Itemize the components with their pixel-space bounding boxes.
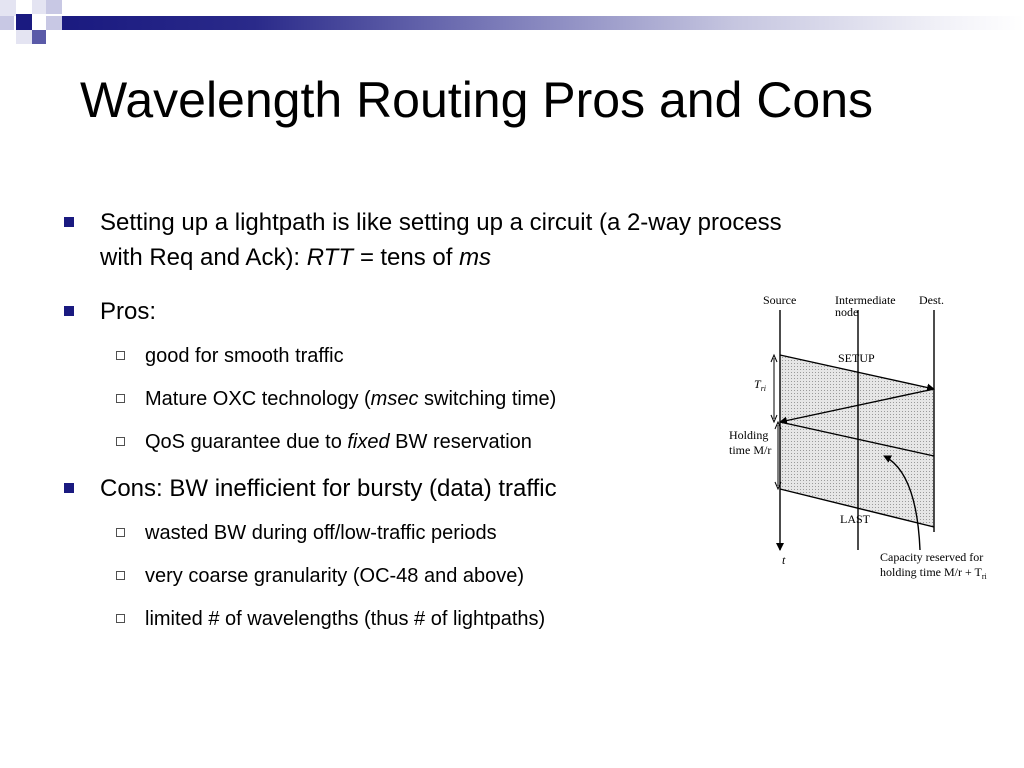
msec-term: msec (370, 388, 419, 410)
bullet-pros (100, 294, 156, 329)
decor-square (46, 16, 62, 30)
rtt-term: RTT (306, 244, 353, 271)
hollow-square-bullet-icon (116, 528, 125, 537)
square-bullet-icon (64, 306, 74, 316)
sub-bullet-wasted-bw (145, 519, 497, 547)
bullet-lightpath-setup (100, 205, 930, 275)
label-last: LAST (840, 512, 870, 526)
sub-bullet-text: good for smooth traffic (145, 345, 344, 367)
decor-square (32, 0, 46, 14)
square-bullet-icon (64, 483, 74, 493)
label-time-axis: t (782, 553, 786, 567)
bullet-text: with Req and Ack): (100, 244, 307, 271)
decor-square (16, 30, 32, 44)
hollow-square-bullet-icon (116, 394, 125, 403)
sub-bullet-text: QoS guarantee due to (145, 431, 348, 453)
sub-bullet-text: wasted BW during off/low-traffic periods (145, 522, 497, 544)
sub-bullet-text: switching time) (418, 388, 557, 410)
sub-bullet-text: very coarse granularity (OC-48 and above) (145, 565, 525, 587)
label-node: node (835, 305, 859, 319)
slide-title: Wavelength Routing Pros and Cons (80, 72, 874, 128)
label-source: Source (763, 293, 797, 307)
hollow-square-bullet-icon (116, 437, 125, 446)
title-gradient-bar (62, 16, 1024, 30)
bullet-text: tens of (380, 244, 460, 271)
hollow-square-bullet-icon (116, 571, 125, 580)
label-capacity-holding: holding time $M/r + T_{ri}$ (880, 565, 987, 581)
square-bullet-icon (64, 217, 74, 227)
equals-sign: = (352, 244, 381, 271)
sub-bullet-smooth-traffic (145, 342, 344, 370)
sub-bullet-text: Mature OXC technology ( (145, 388, 371, 410)
bullet-text: Setting up a lightpath is like setting up a circuit (a 2-way process (100, 209, 782, 236)
hollow-square-bullet-icon (116, 351, 125, 360)
fixed-term: fixed (347, 431, 390, 453)
label-intermediate: Intermediate (835, 293, 896, 307)
bullet-text: Pros: (100, 298, 157, 325)
decor-square (0, 16, 14, 30)
reserved-capacity-region (780, 355, 934, 527)
label-tri: $T_{ri}$ (754, 377, 767, 393)
bullet-text: Cons: BW inefficient for bursty (data) traffic (100, 475, 557, 502)
sub-bullet-wavelengths (145, 605, 545, 633)
bullet-cons (100, 471, 557, 506)
sub-bullet-text: limited # of wavelengths (thus # of lightpaths) (145, 608, 546, 630)
sub-bullet-oxc (145, 385, 556, 413)
sub-bullet-qos (145, 428, 532, 456)
decor-square (16, 14, 32, 30)
label-dest: Dest. (919, 293, 944, 307)
decor-square (46, 0, 62, 14)
label-holding-time: time M/r (729, 443, 772, 457)
decor-square (32, 30, 46, 44)
sub-bullet-text: BW reservation (389, 431, 532, 453)
label-holding: Holding (729, 428, 769, 442)
sub-bullet-granularity (145, 562, 524, 590)
label-setup: SETUP (838, 351, 875, 365)
hollow-square-bullet-icon (116, 614, 125, 623)
decor-square (0, 0, 16, 16)
ms-term: ms (459, 244, 492, 271)
label-capacity: Capacity reserved for (880, 550, 984, 564)
lightpath-timing-diagram (722, 288, 1012, 588)
